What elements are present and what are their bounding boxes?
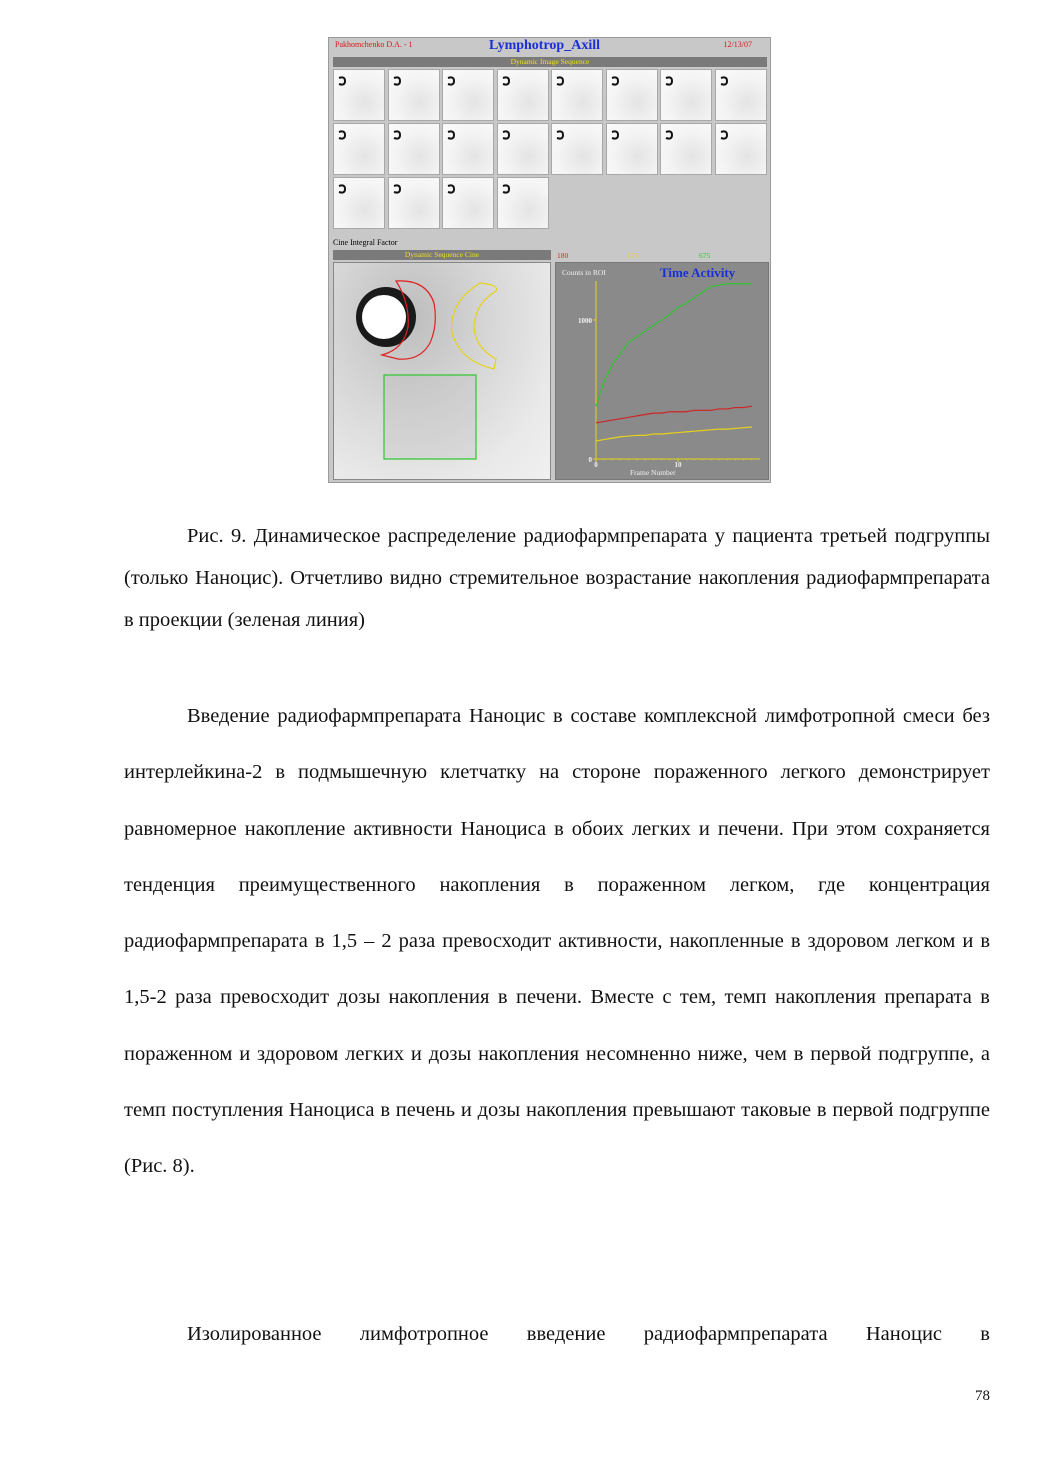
chart-series [596, 284, 752, 441]
frame-hotspot [447, 76, 456, 86]
cine-header-bar: Dynamic Sequence Cine [333, 250, 551, 260]
frame-hotspot [393, 130, 402, 140]
frame-hotspot [338, 130, 347, 140]
body-paragraph-1: Введение радиофармпрепарата Наноцис в составе комплексной лимфотропной смеси без интерлейкина-2 в подмышечную клетчатку на стороне пораженного легкого демонстрирует равномерное накопление активности Наноциса в обоих легких и печени. При этом сохраняется тенденция преимущественного накопления в пораженном легком, где концентрация радиофармпрепарата в 1,5 – 2 раза превосходит активности, накопленные в здоровом легком и в 1,5-2 раза превосходит дозы накопления в печени. Вместе с тем, темп накопления препарата в пораженном и здоровом легких и дозы накопления несомненно ниже, чем в первой подгруппе, а темп поступления Наноциса в печень и дозы накопления превышают таковые в первой подгруппе (Рис. 8). [124, 705, 990, 1178]
frame-hotspot [393, 76, 402, 86]
frame-hotspot [611, 130, 620, 140]
sequence-frame [551, 69, 603, 121]
frame-hotspot [556, 130, 565, 140]
frame-hotspot [502, 184, 511, 194]
time-activity-plot [556, 263, 768, 479]
study-title: Lymphotrop_Axill [489, 38, 600, 53]
frame-hotspot [393, 184, 402, 194]
frame-hotspot [447, 184, 456, 194]
sequence-frame [388, 123, 440, 175]
study-date: 12/13/07 [723, 40, 752, 49]
frame-hotspot [502, 130, 511, 140]
chart-title: Time Activity [660, 265, 736, 280]
sequence-frame [442, 69, 494, 121]
body-paragraph-2: Изолированное лимфотропное введение радиофармпрепарата Наноцис в [187, 1323, 990, 1345]
frame-hotspot [338, 184, 347, 194]
frame-hotspot [556, 76, 565, 86]
sequence-frame [333, 177, 385, 229]
chart-axes [578, 281, 760, 469]
sequence-frame [551, 123, 603, 175]
sequence-frame [715, 69, 767, 121]
sequence-frame [388, 69, 440, 121]
sequence-frame [660, 69, 712, 121]
series-line-0 [596, 284, 752, 406]
sequence-frame [497, 123, 549, 175]
frame-hotspot [447, 130, 456, 140]
sequence-frame [715, 123, 767, 175]
time-activity-chart [555, 262, 769, 480]
sequence-frame [606, 69, 658, 121]
sequence-frame [606, 123, 658, 175]
roi-count-red: 180 [557, 251, 569, 260]
sequence-frame [660, 123, 712, 175]
sequence-frame [333, 123, 385, 175]
sequence-frame [388, 177, 440, 229]
sequence-frame [333, 69, 385, 121]
frame-hotspot [720, 76, 729, 86]
scintigraphy-figure [328, 37, 771, 483]
frame-hotspot [338, 76, 347, 86]
page-number: 78 [975, 1388, 990, 1404]
y-tick-label: 1000 [578, 316, 592, 325]
sequence-frame [497, 177, 549, 229]
y-tick-label: 0 [588, 456, 592, 464]
roi-yellow-outline [452, 283, 497, 369]
sequence-frame [442, 177, 494, 229]
injection-hotspot [362, 295, 406, 339]
chart-ylabel: Counts in ROI [562, 268, 606, 277]
series-line-2 [596, 427, 752, 441]
chart-xlabel: Frame Number [630, 468, 676, 477]
roi-count-green: 675 [699, 251, 711, 260]
series-line-1 [596, 406, 752, 423]
x-tick-label: 10 [674, 461, 682, 469]
patient-label: Pakhomchenko D.A. - 1 [335, 40, 413, 49]
sequence-frame [497, 69, 549, 121]
x-tick-label: 0 [594, 461, 598, 469]
frame-hotspot [665, 130, 674, 140]
roi-count-yellow: 179 [627, 251, 639, 260]
frame-hotspot [720, 130, 729, 140]
frame-hotspot [502, 76, 511, 86]
frame-hotspot [665, 76, 674, 86]
frame-hotspot [611, 76, 620, 86]
figure-caption: Рис. 9. Динамическое распределение радиофармпрепарата у пациента третьей подгруппы (только Наноцис). Отчетливо видно стремительное возрастание накопления радиофармпрепарата в проекции (зеленая линия) [124, 525, 990, 631]
sequence-frame [442, 123, 494, 175]
sequence-header-bar: Dynamic Image Sequence [333, 57, 767, 67]
roi-green-outline [384, 375, 476, 459]
cine-integral-label: Cine Integral Factor [333, 238, 398, 247]
cine-image [334, 263, 550, 479]
cine-image-panel [333, 262, 551, 480]
